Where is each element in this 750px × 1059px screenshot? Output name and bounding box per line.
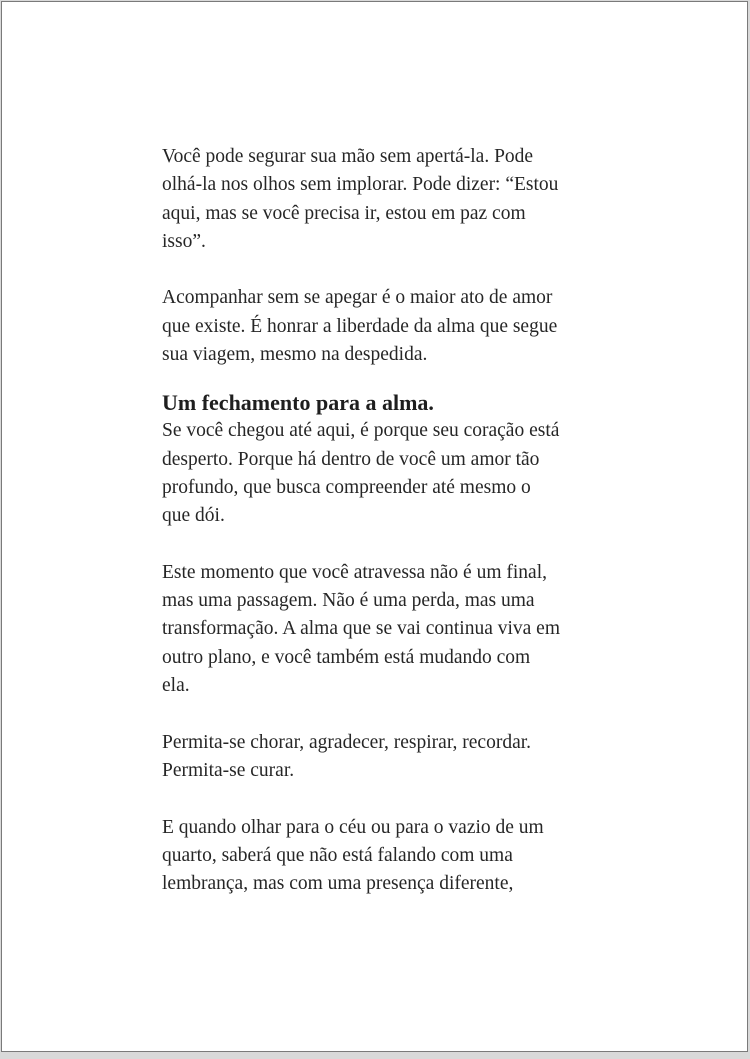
- paragraph-spacer: [162, 785, 594, 813]
- paragraph-accompany: Acompanhar sem se apegar é o maior ato de amor que existe. É honrar a liberdade da alma que segue sua viagem, mesmo na despedida.: [162, 287, 558, 366]
- paragraph-look-at-sky: E quando olhar para o céu ou para o vazio de um quarto, saberá que não está falando com uma lembrança, mas com uma presença diferente,: [162, 816, 544, 895]
- paragraph-hold-hand: Você pode segurar sua mão sem apertá-la. Pode olhá-la nos olhos sem implorar. Pode dizer: “Estou aqui, mas se você precisa ir, estou em paz com isso”.: [162, 146, 559, 252]
- paragraph-spacer: [162, 531, 594, 559]
- document-page: [1, 1, 748, 1052]
- paragraph-allow-yourself: Permita-se chorar, agradecer, respirar, recordar. Permita-se curar.: [162, 731, 532, 781]
- section-heading: Um fechamento para a alma.: [162, 390, 434, 416]
- paragraph-spacer: [162, 700, 594, 728]
- paragraph-passage: Este momento que você atravessa não é um final, mas uma passagem. Não é uma perda, mas uma transformação. A alma que se vai continua viva em outro plano, e você também está mudando com ela.: [162, 561, 560, 697]
- paragraph-spacer: [162, 256, 594, 284]
- paragraph-heart-awake: Se você chegou até aqui, é porque seu coração está desperto. Porque há dentro de você um amor tão profundo, que busca compreender até mesmo o que dói.: [162, 420, 560, 527]
- page-content: [162, 143, 594, 898]
